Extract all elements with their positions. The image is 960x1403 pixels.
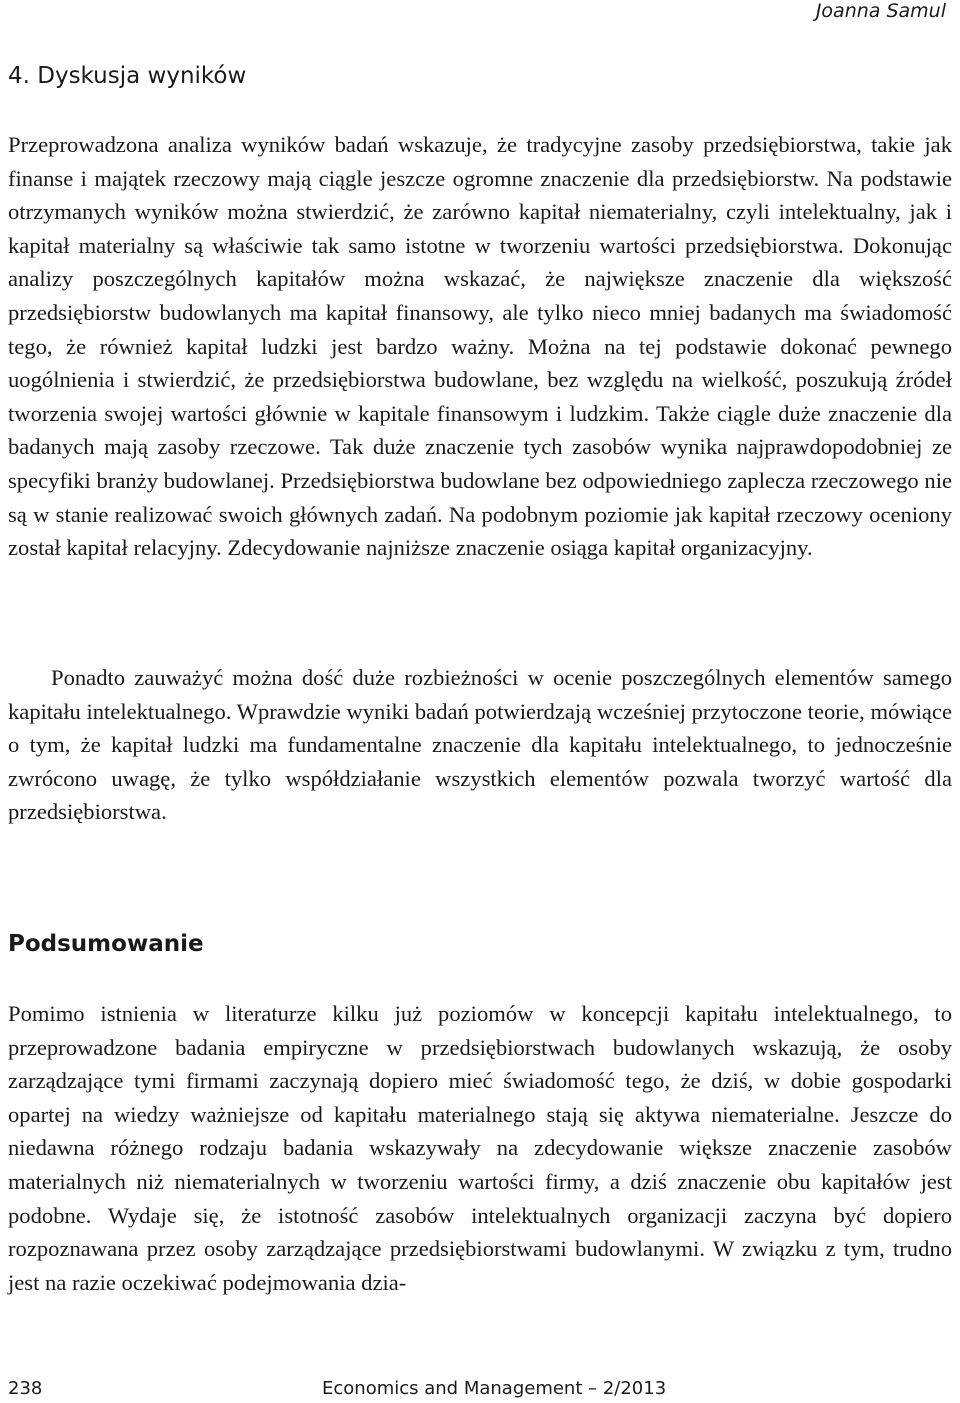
body-paragraph: Ponadto zauważyć można dość duże rozbieżności w ocenie poszczególnych elementów samego kapitału intelektualnego. Wprawdzie wyniki badań potwierdzają wcześniej przytoczone teorie, mówiące o tym, że kapitał ludzki ma fundamentalne znaczenie dla kapitału intelektualnego, to jednocześnie zwrócono uwagę, że tylko współdziałanie wszystkich elementów pozwala tworzyć wartość dla przedsiębiorstwa. <box>8 665 952 825</box>
section-heading-discussion: 4. Dyskusja wyników <box>8 63 247 89</box>
body-paragraph: Przeprowadzona analiza wyników badań wskazuje, że tradycyjne zasoby przedsiębiorstwa, takie jak finanse i majątek rzeczowy mają ciągle jeszcze ogromne znaczenie dla przedsiębiorstw. Na podstawie otrzymanych wyników można stwierdzić, że zarówno kapitał niematerialny, czyli intelektualny, jak i kapitał materialny są właściwie tak samo istotne w tworzeniu wartości przedsiębiorstwa. Dokonując analizy poszczególnych kapitałów można wskazać, że największe znaczenie dla większość przedsiębiorstw budowlanych ma kapitał finansowy, ale tylko nieco mniej badanych ma świadomość tego, że również kapitał ludzki jest bardzo ważny. Można na tej podstawie dokonać pewnego uogólnienia i stwierdzić, że przedsiębiorstwa budowlane, bez względu na wielkość, poszukują źródeł tworzenia swojej wartości głównie w kapitale finansowym i ludzkim. Także ciągle duże znaczenie dla badanych mają zasoby rzeczowe. Tak duże znaczenie tych zasobów wynika najprawdopodobniej ze specyfiki branży budowlanej. Przedsiębiorstwa budowlane bez odpowiedniego zaplecza rzeczowego nie są w stanie realizować swoich głównych zadań. Na podobnym poziomie jak kapitał rzeczowy oceniony został kapitał relacyjny. Zdecydowanie najniższe znaczenie osiąga kapitał organizacyjny. <box>8 132 952 561</box>
journal-name: Economics and Management – 2/2013 <box>322 1378 667 1399</box>
body-paragraph: Pomimo istnienia w literaturze kilku już poziomów w koncepcji kapitału intelektualnego, to przeprowadzone badania empiryczne w przedsiębiorstwach budowlanych wskazują, że osoby zarządzające tymi firmami zaczynają dopiero mieć świadomość tego, że dziś, w dobie gospodarki opartej na wiedzy ważniejsze od kapitału materialnego stają się aktywa niematerialne. Jeszcze do niedawna różnego rodzaju badania wskazywały na zdecydowanie większe znaczenie zasobów materialnych niż niematerialnych w tworzeniu wartości firmy, a dziś znaczenie obu kapitałów jest podobne. Wydaje się, że istotność zasobów intelektualnych organizacji zaczyna być dopiero rozpoznawana przez osoby zarządzające przedsiębiorstwami budowlanymi. W związku z tym, trudno jest na razie oczekiwać podejmowania dzia- <box>8 1001 952 1295</box>
running-header-author: Joanna Samul <box>815 0 946 22</box>
page-footer <box>0 1377 960 1403</box>
section-heading-summary: Podsumowanie <box>8 931 204 957</box>
page-number: 238 <box>8 1378 43 1399</box>
